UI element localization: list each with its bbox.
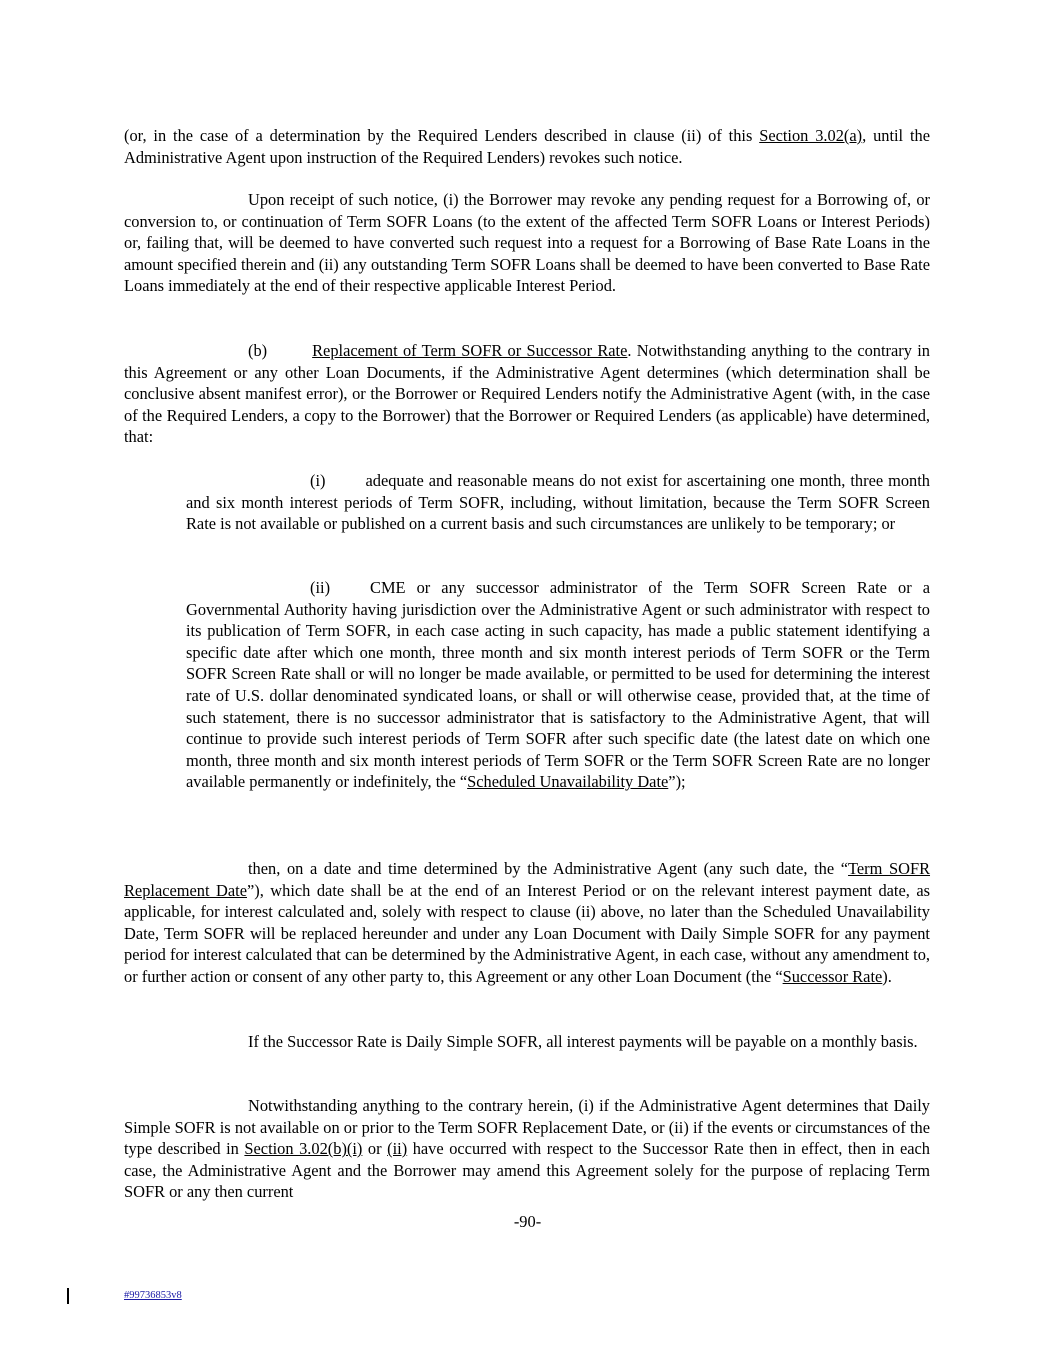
defined-term: Successor Rate (782, 966, 883, 986)
paragraph-text: or (362, 1139, 388, 1159)
paragraph-text: . Notwithstanding anything to the contrary in this Agreement or any other Loan Documents, if the Administrative Agent determines (which determination shall be conclusive absent manifest error), or the Borrower or Required Lenders notify the Administrative Agent (with, in the case of the Required Lenders, a copy to the Borrower) that the Borrower or Required Lenders (as applicable) have determined, that: (124, 341, 930, 447)
paragraph-then (124, 858, 930, 988)
paragraph-text: , until the Administrative Agent upon instruction of the Required Lenders) revokes such notice. (124, 126, 930, 167)
defined-term: Term SOFR Replacement Date (124, 859, 931, 900)
clause-label: (ii) (310, 578, 331, 597)
clause-heading: Replacement of Term SOFR or Successor Rate (312, 341, 628, 360)
paragraph-text: CME or any successor administrator of the Term SOFR Screen Rate or a Governmental Authority having jurisdiction over the Administrative Agent or such administrator with respect to its publication of Term SOFR, in each case acting in such capacity, has made a public statement identifying a specific date after which one month, three month and six month interest periods of Term SOFR or the Term SOFR Screen Rate shall or will no longer be made available, or permitted to be used for determining the interest rate of U.S. dollar denominated syndicated loans, or shall or will otherwise cease, provided that, at the time of such statement, there is no successor administrator that is satisfactory to the Administrative Agent, that will continue to provide such interest periods of Term SOFR after such specific date (the latest date on which one month, three month and six month interest periods of Term SOFR or the Term SOFR Screen Rate are no longer available permanently or indefinitely, the “ (186, 578, 930, 792)
paragraph-text: ”); (668, 772, 686, 792)
paragraph-continuation (124, 125, 930, 168)
paragraph-text: ). (882, 966, 892, 986)
subclause-ii (186, 577, 930, 793)
defined-term: Scheduled Unavailability Date (467, 772, 669, 792)
paragraph-notwithstanding (124, 1095, 930, 1203)
section-reference-link: (ii) (387, 1139, 408, 1159)
section-reference-link: Section 3.02(b)(i) (244, 1139, 363, 1159)
clause-label: (b) (248, 341, 268, 360)
clause-label: (i) (310, 471, 326, 490)
paragraph-text: then, on a date and time determined by the Administrative Agent (any such date, the “ (248, 859, 849, 878)
paragraph-text: Notwithstanding anything to the contrary herein, (i) if the Administrative Agent determines that Daily Simple SOFR is not available on or prior to the Term SOFR Replacement Date, or (ii) if the events or circumstances of the type described in (124, 1096, 930, 1159)
paragraph-b-replacement (124, 340, 930, 448)
paragraph-text: have occurred with respect to the Successor Rate then in effect, then in each case, the Administrative Agent and the Borrower may amend this Agreement solely for the purpose of replacing Term SOFR or any then current (124, 1139, 930, 1202)
paragraph-text: ”), which date shall be at the end of an Interest Period or on the relevant interest payment date, as applicable, for interest calculated and, solely with respect to clause (ii) above, no later than the Scheduled Unavailability Date, Term SOFR will be replaced hereunder and under any Loan Document with Daily Simple SOFR for any payment period for interest calculated that can be determined by the Administrative Agent, in each case, without any amendment to, or further action or consent of any other party to, this Agreement or any other Loan Document (the “ (124, 880, 930, 986)
page-number: -90- (513, 1212, 542, 1231)
paragraph-revocation: Upon receipt of such notice, (i) the Borrower may revoke any pending request for a Borrowing of, or conversion to, or continuation of Term SOFR Loans (to the extent of the affected Term SOFR Loans or Interest Periods) or, failing that, will be deemed to have converted such request into a request for a Borrowing of Base Rate Loans in the amount specified therein and (ii) any outstanding Term SOFR Loans shall be deemed to have been converted to Base Rate Loans immediately at the end of their respective applicable Interest Period. (124, 190, 930, 296)
subclause-i (186, 470, 930, 535)
section-reference-link: Section 3.02(a) (759, 126, 863, 145)
document-id: #99736853v8 (124, 1290, 182, 1301)
paragraph-text: (or, in the case of a determination by the Required Lenders described in clause (ii) of this (124, 126, 760, 145)
revision-bar (67, 1288, 69, 1304)
paragraph-text: adequate and reasonable means do not exist for ascertaining one month, three month and six month interest periods of Term SOFR, including, without limitation, because the Term SOFR Screen Rate is not available or published on a current basis and such circumstances are unlikely to be temporary; or (186, 471, 930, 534)
paragraph-daily-simple-sofr: If the Successor Rate is Daily Simple SOFR, all interest payments will be payable on a monthly basis. (248, 1032, 918, 1051)
